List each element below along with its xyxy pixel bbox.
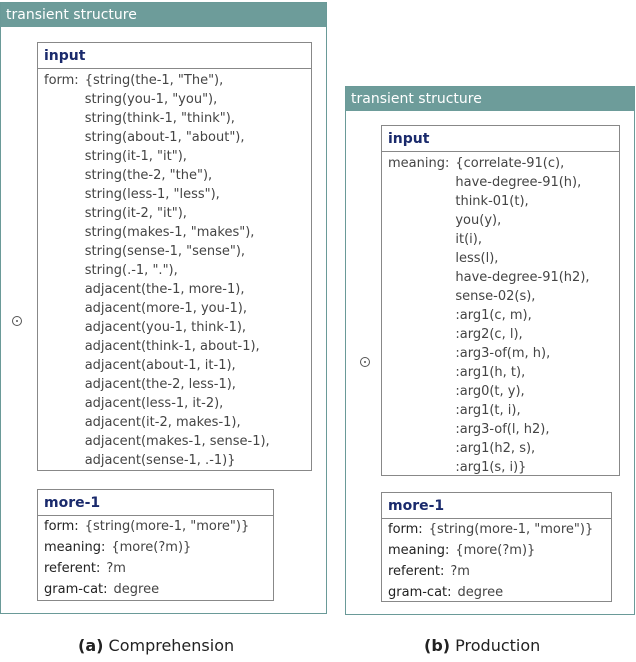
- value-line: :arg3-of(l, h2),: [455, 422, 550, 437]
- panel-title: transient structure: [346, 87, 634, 111]
- value-line: :arg0(t, y),: [455, 384, 525, 399]
- value-line: string(sense-1, "sense"),: [84, 244, 246, 259]
- value-line: adjacent(sense-1, .-1)}: [84, 453, 236, 468]
- feature-meaning: meaning:: [388, 156, 450, 171]
- form-values-list: [85, 71, 270, 470]
- feature-form: form:: [44, 73, 79, 88]
- feature-row: [382, 519, 611, 540]
- value-line: string(the-2, "the"),: [84, 168, 213, 183]
- caption-label: (b): [424, 636, 451, 655]
- value-line: adjacent(less-1, it-2),: [84, 396, 224, 411]
- unit-name-more: more-1: [38, 490, 273, 516]
- feature-value: degree: [457, 585, 504, 600]
- value-line: string(about-1, "about"),: [84, 130, 245, 145]
- more-unit-features: [38, 516, 273, 600]
- caption-comprehension: [78, 636, 234, 655]
- value-line: string(it-1, "it"),: [84, 149, 187, 164]
- feature-label: referent:: [44, 561, 101, 576]
- feature-value: {string(more-1, "more")}: [428, 522, 594, 537]
- panel-title: transient structure: [1, 3, 326, 27]
- value-line: it(i),: [455, 232, 482, 247]
- feature-label: gram-cat:: [44, 582, 108, 597]
- expand-circle-icon[interactable]: [12, 316, 22, 326]
- feature-row: [382, 582, 611, 603]
- unit-name-more: more-1: [382, 493, 611, 519]
- value-line: you(y),: [455, 213, 502, 228]
- value-line: string(.-1, "."),: [84, 263, 178, 278]
- input-unit-box: [381, 125, 620, 476]
- feature-label: meaning:: [388, 543, 450, 558]
- feature-label: meaning:: [44, 540, 106, 555]
- value-line: adjacent(you-1, think-1),: [84, 320, 247, 335]
- feature-value: {more(?m)}: [455, 543, 536, 558]
- unit-name-input: input: [38, 43, 311, 69]
- value-line: adjacent(about-1, it-1),: [84, 358, 236, 373]
- value-line: adjacent(think-1, about-1),: [84, 339, 260, 354]
- value-line: :arg1(c, m),: [455, 308, 532, 323]
- feature-row: [382, 540, 611, 561]
- value-line: less(l),: [455, 251, 499, 266]
- unit-name-input: input: [382, 126, 619, 152]
- value-line: :arg1(s, i)}: [455, 460, 527, 475]
- caption-text: Comprehension: [108, 636, 235, 655]
- input-unit-box: [37, 42, 312, 471]
- caption-production: [424, 636, 540, 655]
- feature-label: gram-cat:: [388, 585, 452, 600]
- more-unit-features: [382, 519, 611, 603]
- value-line: adjacent(more-1, you-1),: [84, 301, 248, 316]
- feature-row: [38, 516, 273, 537]
- feature-value: ?m: [106, 561, 126, 576]
- feature-row: [382, 561, 611, 582]
- more-unit-box: [381, 492, 612, 602]
- value-line: string(think-1, "think"),: [84, 111, 235, 126]
- feature-row: [38, 537, 273, 558]
- value-line: {correlate-91(c),: [455, 156, 565, 171]
- expand-circle-icon[interactable]: [360, 357, 370, 367]
- value-line: adjacent(the-2, less-1),: [84, 377, 236, 392]
- value-line: adjacent(makes-1, sense-1),: [84, 434, 270, 449]
- value-line: have-degree-91(h),: [455, 175, 582, 190]
- caption-label: (a): [78, 636, 104, 655]
- value-line: :arg1(h2, s),: [455, 441, 536, 456]
- value-line: adjacent(the-1, more-1),: [84, 282, 245, 297]
- value-line: :arg3-of(m, h),: [455, 346, 551, 361]
- caption-text: Production: [455, 636, 541, 655]
- value-line: have-degree-91(h2),: [455, 270, 590, 285]
- value-line: string(you-1, "you"),: [84, 92, 218, 107]
- feature-value: ?m: [450, 564, 470, 579]
- value-line: string(less-1, "less"),: [84, 187, 220, 202]
- feature-value: {more(?m)}: [111, 540, 192, 555]
- value-line: string(makes-1, "makes"),: [84, 225, 255, 240]
- meaning-values-list: [455, 154, 589, 477]
- feature-label: referent:: [388, 564, 445, 579]
- value-line: adjacent(it-2, makes-1),: [84, 415, 241, 430]
- feature-value: degree: [113, 582, 160, 597]
- feature-label: form:: [44, 519, 79, 534]
- value-line: :arg2(c, l),: [455, 327, 523, 342]
- feature-row: [38, 579, 273, 600]
- value-line: string(it-2, "it"),: [84, 206, 187, 221]
- more-unit-box: [37, 489, 274, 601]
- value-line: :arg1(t, i),: [455, 403, 521, 418]
- feature-row: [38, 558, 273, 579]
- value-line: think-01(t),: [455, 194, 529, 209]
- feature-value: {string(more-1, "more")}: [84, 519, 250, 534]
- value-line: {string(the-1, "The"),: [84, 73, 224, 88]
- feature-label: form:: [388, 522, 423, 537]
- value-line: sense-02(s),: [455, 289, 536, 304]
- value-line: :arg1(h, t),: [455, 365, 526, 380]
